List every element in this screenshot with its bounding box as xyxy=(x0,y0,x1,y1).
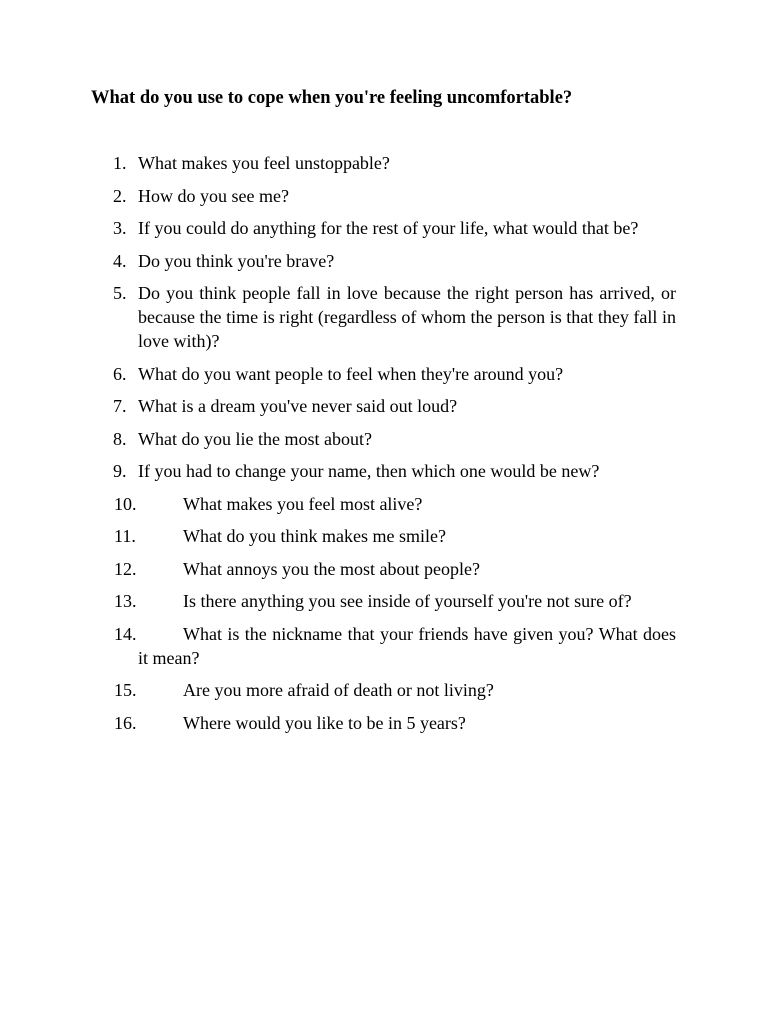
item-number: 13. xyxy=(114,591,137,611)
list-item xyxy=(0,151,768,175)
item-text: If you could do anything for the rest of your life, what would that be? xyxy=(138,218,639,238)
item-number: 8. xyxy=(113,428,127,449)
question-list xyxy=(0,151,768,743)
item-text: What is the nickname that your friends have given you? What does it mean? xyxy=(138,623,676,668)
item-text: What is a dream you've never said out loud? xyxy=(138,396,458,416)
list-item xyxy=(0,711,768,735)
item-number: 6. xyxy=(113,363,127,384)
item-text: How do you see me? xyxy=(138,185,289,206)
list-item xyxy=(0,678,768,702)
item-text: Where would you like to be in 5 years? xyxy=(183,712,466,733)
item-number: 14. xyxy=(114,623,137,644)
list-item xyxy=(0,557,768,581)
item-number: 10. xyxy=(114,493,137,514)
item-number: 15. xyxy=(114,680,137,700)
list-item xyxy=(0,184,768,208)
item-text: What makes you feel unstoppable? xyxy=(138,153,390,173)
document-title: What do you use to cope when you're feeling uncomfortable? xyxy=(91,88,573,108)
item-number: 11. xyxy=(114,526,136,546)
list-item xyxy=(0,427,768,451)
item-text: What do you think makes me smile? xyxy=(183,526,446,546)
item-number: 9. xyxy=(113,461,127,481)
item-number: 7. xyxy=(113,396,127,416)
item-text: If you had to change your name, then which one would be new? xyxy=(138,461,600,481)
item-number: 1. xyxy=(113,153,127,173)
list-item xyxy=(0,524,768,548)
item-number: 4. xyxy=(113,250,127,271)
item-text: What do you want people to feel when they're around you? xyxy=(138,363,564,384)
item-text: What annoys you the most about people? xyxy=(183,558,480,579)
list-item xyxy=(0,459,768,483)
list-item xyxy=(0,249,768,273)
item-text: What makes you feel most alive? xyxy=(183,493,423,514)
item-text: What do you lie the most about? xyxy=(138,428,372,449)
item-number: 3. xyxy=(113,218,127,238)
item-text: Do you think you're brave? xyxy=(138,250,335,271)
item-number: 5. xyxy=(113,283,127,303)
item-text: Do you think people fall in love because the right person has arrived, or because the time is right (regardless of whom the person is that they fall in love with)? xyxy=(138,283,676,351)
item-number: 16. xyxy=(114,712,137,733)
list-item xyxy=(0,362,768,386)
item-number: 2. xyxy=(113,185,127,206)
list-item xyxy=(0,492,768,516)
list-item xyxy=(0,216,768,240)
item-text: Are you more afraid of death or not living? xyxy=(183,680,494,700)
item-text: Is there anything you see inside of yourself you're not sure of? xyxy=(183,591,632,611)
list-item xyxy=(0,589,768,613)
list-item xyxy=(0,622,768,670)
list-item xyxy=(0,394,768,418)
item-number: 12. xyxy=(114,558,137,579)
list-item xyxy=(0,281,768,353)
